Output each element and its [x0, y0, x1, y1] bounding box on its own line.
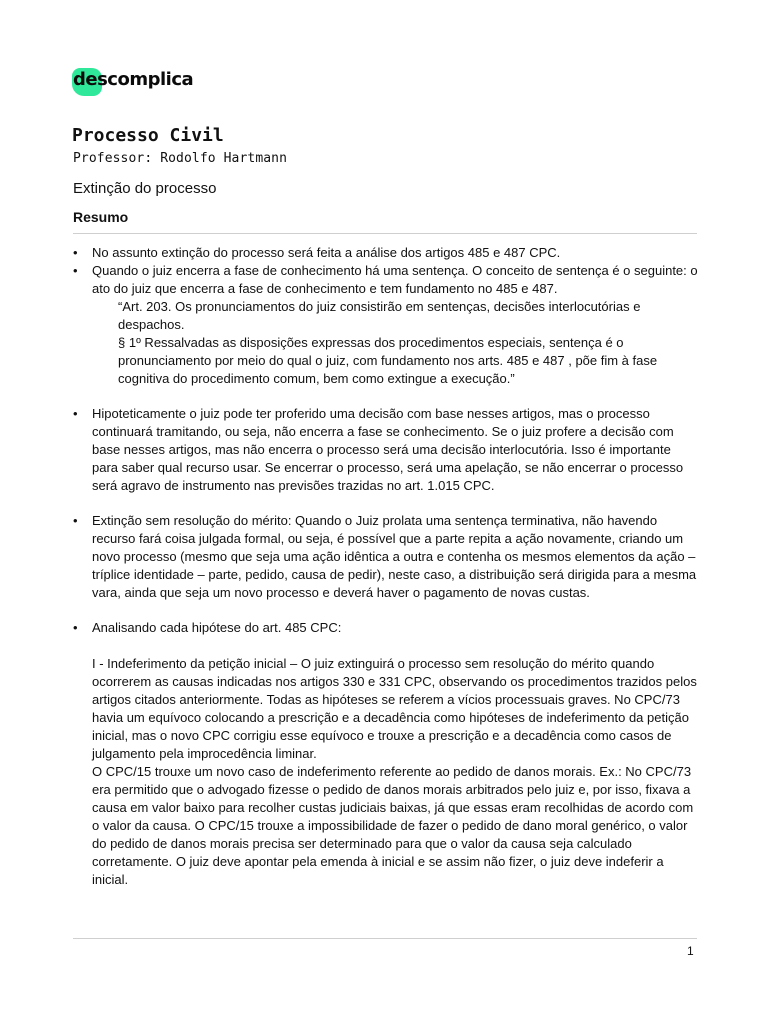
paragraph: O CPC/15 trouxe um novo caso de indeferimento referente ao pedido de danos morais. Ex.: No CPC/73 era permitido que o advogado fizesse o pedido de danos morais arbitrados pelo juiz e, por isso, fixava a causa em valor baixo para recolher custas judiciais baixas, já que essas eram recolhidas de acordo com o valor da causa. O CPC/15 trouxe a impossibilidade de fazer o pedido de dano moral genérico, o valor do pedido de danos morais precisa ser determinado para que o valor da causa seja calculado corretamente. O juiz deve apontar pela emenda à inicial e se assim não fizer, o juiz deve indeferir a inicial.: [92, 764, 694, 887]
professor-name: Professor: Rodolfo Hartmann: [73, 151, 288, 166]
bullet-item: • No assunto extinção do processo será feita a análise dos artigos 485 e 487 CPC.: [73, 244, 699, 262]
document-body: [73, 244, 699, 889]
bullet-item: • Hipoteticamente o juiz pode ter proferido uma decisão com base nesses artigos, mas o processo continuará tramitando, ou seja, não encerra a fase se conhecimento. Se o juiz profere a decisão com base nesses artigos, mas não encerra o processo será uma decisão interlocutória. Isso é importante para saber qual recurso usar. Se encerrar o processo, será uma apelação, se não encerrar o processo será agravo de instrumento nas previsões trazidas no art. 1.015 CPC.: [73, 405, 699, 495]
bullet-item: • Extinção sem resolução do mérito: Quando o Juiz prolata uma sentença terminativa, não havendo recurso fará coisa julgada formal, ou seja, é possível que a parte repita a ação novamente, criando um novo processo (mesmo que seja uma ação idêntica a outra e contenha os mesmos elementos da ação – tríplice identidade – parte, pedido, causa de pedir), neste caso, a distribuição será dirigida para a mesma vara, ainda que seja um novo processo e deverá haver o pagamento de novas custas.: [73, 512, 699, 602]
section-heading: Resumo: [73, 209, 129, 225]
footer-divider: [73, 938, 697, 939]
quote-line: § 1º Ressalvadas as disposições expressas dos procedimentos especiais, sentença é o pronunciamento por meio do qual o juiz, com fundamento nos arts. 485 e 487 , põe fim à fase cognitiva do procedimento comum, bem como extingue a execução.”: [118, 335, 658, 386]
quote-line: “Art. 203. Os pronunciamentos do juiz consistirão em sentenças, decisões interlocutórias e despachos.: [118, 299, 641, 332]
bullet-item: • Analisando cada hipótese do art. 485 CPC:: [73, 619, 699, 637]
bullet-item: • Quando o juiz encerra a fase de conhecimento há uma sentença. O conceito de sentença é o seguinte: o ato do juiz que encerra a fase de conhecimento e tem fundamento no 485 e 487. “Art. 203. Os pronunciamentos do juiz consistirão em sentenças, decisões interlocutórias e despachos. § 1º Ressalvadas as disposições expressas dos procedimentos especiais, sentença é o pronunciamento por meio do qual o juiz, com fundamento nos arts. 485 e 487 , põe fim à fase cognitiva do procedimento comum, bem como extingue a execução.”: [73, 262, 699, 388]
topic-title: Extinção do processo: [73, 180, 217, 197]
bullet-list: [73, 244, 699, 637]
paragraph: I - Indeferimento da petição inicial – O juiz extinguirá o processo sem resolução do mérito quando ocorrerem as causas indicadas nos artigos 330 e 331 CPC, observando os procedimentos trazidos pelos artigos citados anteriormente. Todas as hipóteses se referem a vícios processuais graves. No CPC/73 havia um equívoco colocando a prescrição e a decadência como hipóteses de indeferimento da petição inicial, mas o novo CPC corrigiu esse equívoco e trouxe a prescrição e a decadência como casos de julgamento pela improcedência liminar.: [92, 656, 697, 761]
descomplica-logo: [72, 64, 194, 96]
header-divider: [73, 233, 697, 234]
logo-text: descomplica: [73, 69, 194, 90]
page-number: 1: [687, 944, 694, 958]
course-title: Processo Civil: [72, 125, 224, 146]
